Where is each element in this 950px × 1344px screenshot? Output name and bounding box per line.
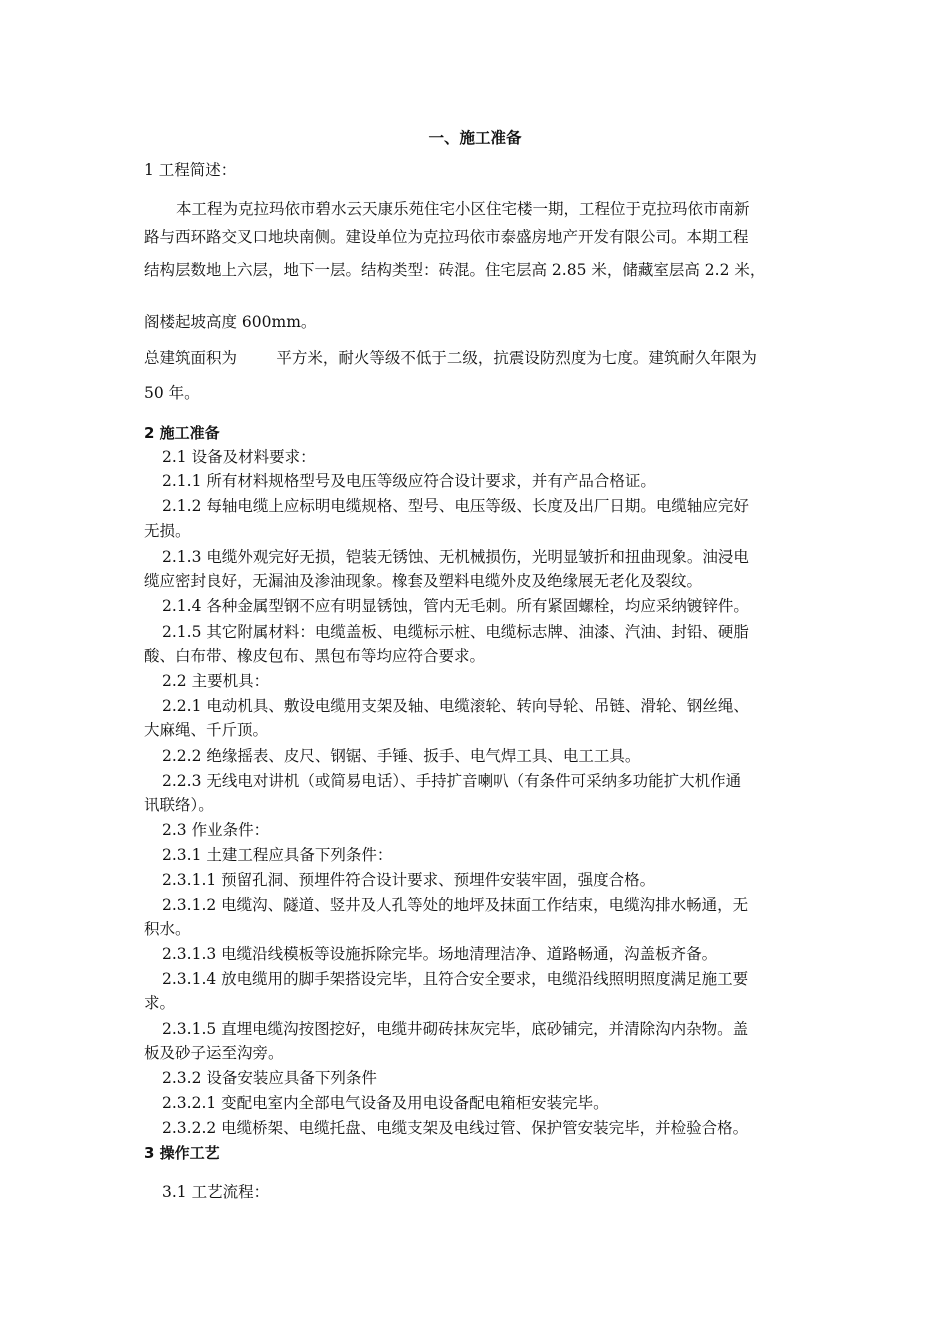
body-line: 2.3 作业条件：: [162, 821, 270, 839]
body-line: 2.2 主要机具：: [162, 672, 270, 690]
section-1-heading: 1 工程简述：: [144, 161, 237, 179]
section-2-heading: 2 施工准备: [144, 424, 220, 442]
section-3-heading: 3 操作工艺: [144, 1144, 220, 1162]
body-line: 讯联络）。: [144, 796, 214, 814]
intro-line-2: 路与西环路交叉口地块南侧。建设单位为克拉玛依市泰盛房地产开发有限公司。本期工程: [144, 228, 749, 246]
intro-line-1: 本工程为克拉玛依市碧水云天康乐苑住宅小区住宅楼一期，工程位于克拉玛依市南新: [176, 200, 750, 218]
body-line: 2.1.4 各种金属型钢不应有明显锈蚀，管内无毛刺。所有紧固螺栓，均应采纳镀锌件。: [162, 597, 749, 615]
intro-line-5: 总建筑面积为 平方米，耐火等级不低于二级，抗震设防烈度为七度。建筑耐久年限为: [144, 349, 757, 367]
body-line: 积水。: [144, 920, 191, 938]
body-line: 求。: [144, 994, 176, 1012]
body-line: 2.2.3 无线电对讲机（或简易电话）、手持扩音喇叭（有条件可采纳多功能扩大机作通: [162, 772, 742, 790]
body-line: 2.1.2 每轴电缆上应标明电缆规格、型号、电压等级、长度及出厂日期。电缆轴应完好: [162, 497, 749, 515]
body-line: 2.1.5 其它附属材料：电缆盖板、电缆标示桩、电缆标志牌、油漆、汽油、封铅、硬脂: [162, 623, 749, 641]
body-line: 酸、白布带、橡皮包布、黑包布等均应符合要求。: [144, 647, 486, 665]
page-title: 一、施工准备: [428, 129, 522, 147]
body-line: 2.1.3 电缆外观完好无损，铠装无锈蚀、无机械损伤，光明显皱折和扭曲现象。油浸电: [162, 548, 749, 566]
intro-line-6: 50 年。: [144, 384, 200, 402]
body-line: 2.3.1.3 电缆沿线模板等设施拆除完毕。场地清理洁净、道路畅通，沟盖板齐备。: [162, 945, 718, 963]
body-line: 2.3.1.4 放电缆用的脚手架搭设完毕，且符合安全要求，电缆沿线照明照度满足施工要: [162, 970, 749, 988]
body-line: 2.3.1 土建工程应具备下列条件：: [162, 846, 393, 864]
body-line: 板及砂子运至沟旁。: [144, 1044, 284, 1062]
body-line: 2.3.2 设备安装应具备下列条件: [162, 1069, 377, 1087]
subsection-3-1: 3.1 工艺流程：: [162, 1183, 270, 1201]
body-line: 2.3.1.2 电缆沟、隧道、竖井及人孔等处的地坪及抹面工作结束，电缆沟排水畅通，无: [162, 896, 749, 914]
body-line: 大麻绳、千斤顶。: [144, 721, 269, 739]
body-line: 2.3.1.1 预留孔洞、预埋件符合设计要求、预埋件安装牢固，强度合格。: [162, 871, 656, 889]
body-line: 2.3.1.5 直埋电缆沟按图挖好，电缆井砌砖抹灰完毕，底砂铺完，并清除沟内杂物。盖: [162, 1020, 749, 1038]
body-line: 2.3.2.1 变配电室内全部电气设备及用电设备配电箱柜安装完毕。: [162, 1094, 609, 1112]
body-line: 2.3.2.2 电缆桥架、电缆托盘、电缆支架及电线过管、保护管安装完毕，并检验合格。: [162, 1119, 749, 1137]
body-line: 2.2.2 绝缘摇表、皮尺、钢锯、手锤、扳手、电气焊工具、电工工具。: [162, 747, 641, 765]
body-line: 缆应密封良好，无漏油及渗油现象。橡套及塑料电缆外皮及绝缘展无老化及裂纹。: [144, 572, 703, 590]
intro-line-4: 阁楼起坡高度 600mm。: [144, 313, 317, 331]
body-line: 无损。: [144, 522, 191, 540]
body-line: 2.2.1 电动机具、敷设电缆用支架及轴、电缆滚轮、转向导轮、吊链、滑轮、钢丝绳、: [162, 697, 749, 715]
body-line: 2.1 设备及材料要求：: [162, 448, 316, 466]
intro-line-3: 结构层数地上六层，地下一层。结构类型：砖混。住宅层高 2.85 米，储藏室层高 2.2 米，: [144, 261, 766, 279]
body-line: 2.1.1 所有材料规格型号及电压等级应符合设计要求，并有产品合格证。: [162, 472, 656, 490]
